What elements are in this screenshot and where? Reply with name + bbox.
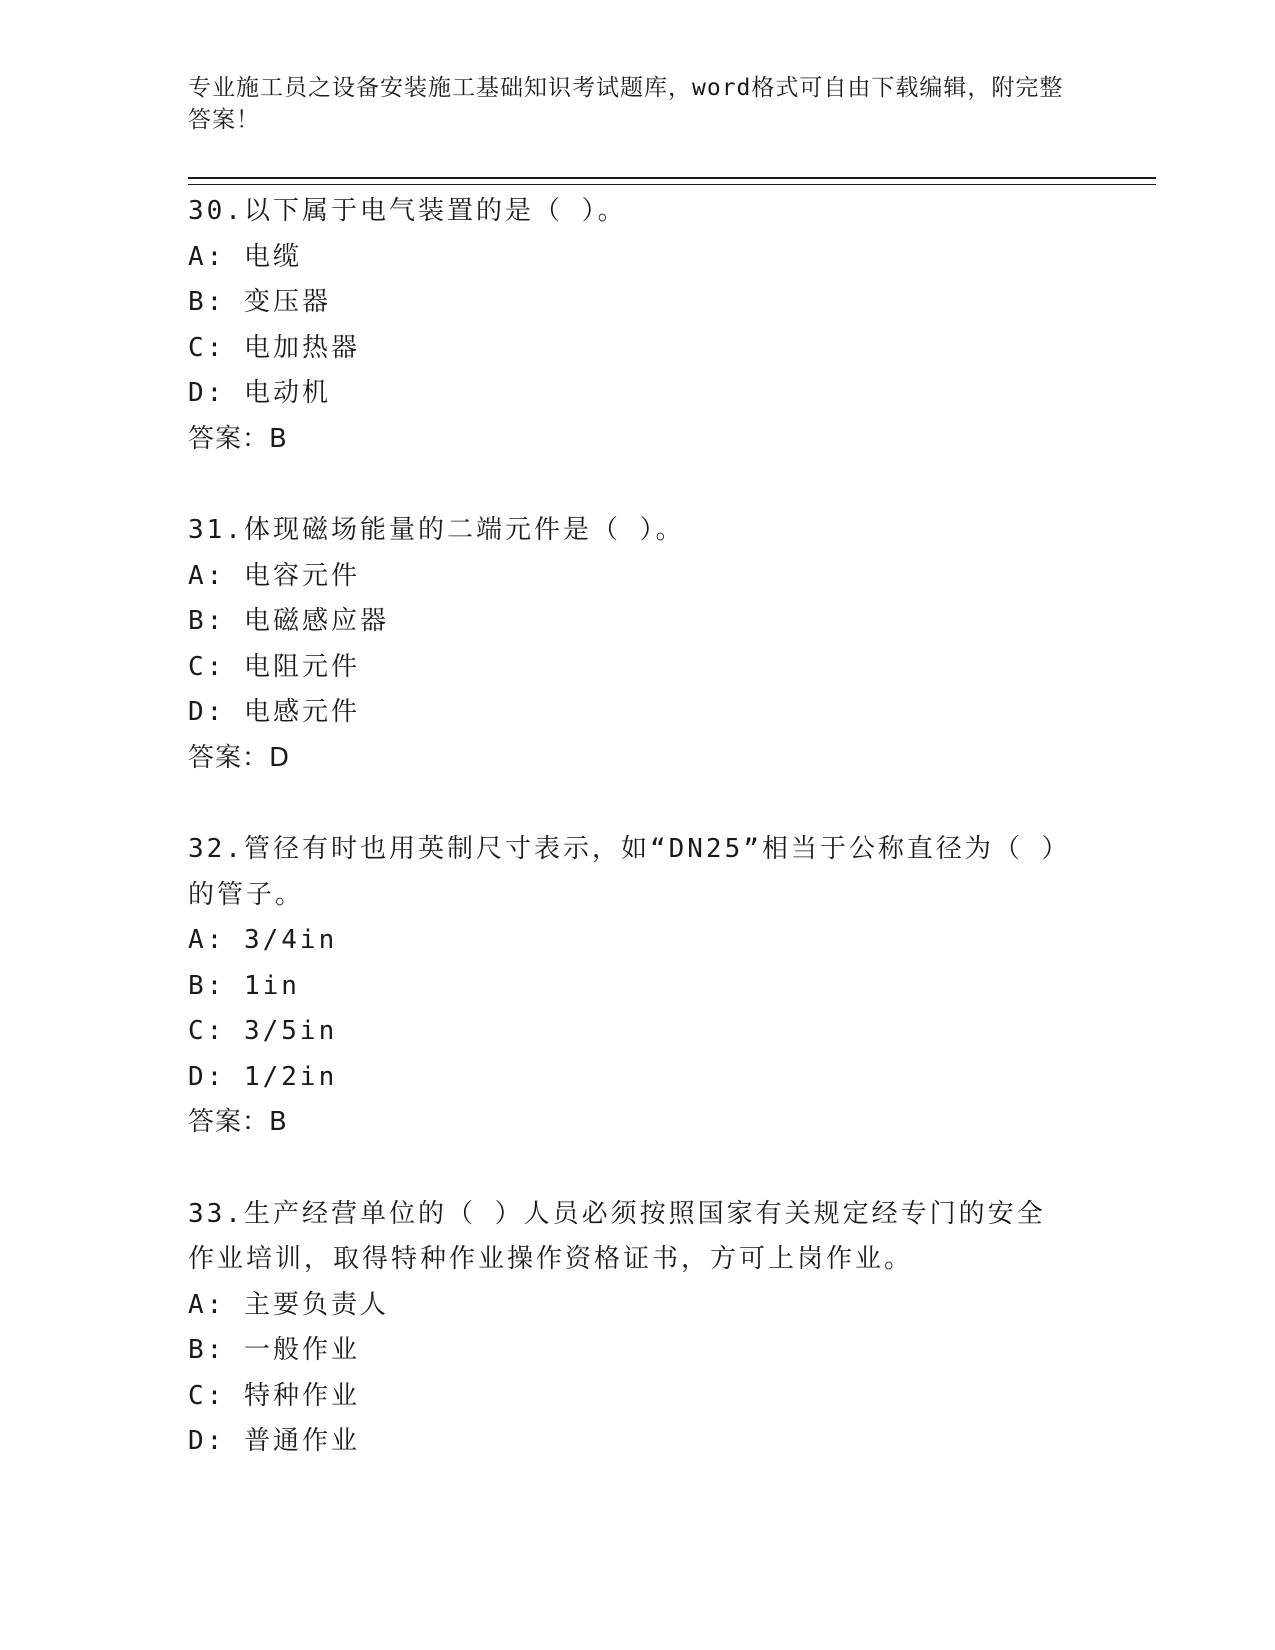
question-stem: 31.体现磁场能量的二端元件是（ ）。 (188, 515, 685, 545)
question-31 (188, 508, 1068, 781)
option-b: B: 1in (188, 970, 300, 1001)
question-stem: 33.生产经营单位的（ ）人员必须按照国家有关规定经专门的安全作业培训，取得特种作业操作资格证书，方可上岗作业。 (188, 1198, 1046, 1274)
option-a: A: 3/4in (188, 925, 338, 955)
answer-line: 答案：B (188, 423, 288, 454)
option-c: C: 电阻元件 (188, 651, 360, 682)
answer-line: 答案：D (188, 742, 291, 773)
option-b: B: 电磁感应器 (188, 606, 389, 636)
option-c: C: 3/5in (188, 1016, 338, 1046)
option-d: D: 1/2in (188, 1061, 338, 1092)
question-stem: 32.管径有时也用英制尺寸表示，如“DN25”相当于公称直径为（ ）的管子。 (188, 834, 1058, 910)
option-c: C: 特种作业 (188, 1380, 360, 1411)
header-divider (188, 177, 1156, 185)
option-a: A: 电缆 (188, 241, 302, 272)
option-b: B: 变压器 (188, 287, 331, 317)
option-d: D: 普通作业 (188, 1426, 360, 1456)
option-b: B: 一般作业 (188, 1335, 360, 1365)
question-30 (188, 189, 1068, 462)
option-d: D: 电感元件 (188, 697, 360, 727)
question-33 (188, 1192, 1068, 1465)
question-32 (188, 827, 1068, 1146)
option-d: D: 电动机 (188, 378, 331, 408)
document-header: 专业施工员之设备安装施工基础知识考试题库，word格式可自由下载编辑，附完整答案！ (188, 75, 1064, 133)
option-a: A: 主要负责人 (188, 1289, 389, 1320)
question-list (188, 189, 1068, 1511)
option-a: A: 电容元件 (188, 560, 360, 591)
question-stem: 30.以下属于电气装置的是（ ）。 (188, 196, 627, 226)
answer-line: 答案：B (188, 1107, 288, 1137)
option-c: C: 电加热器 (188, 332, 360, 363)
